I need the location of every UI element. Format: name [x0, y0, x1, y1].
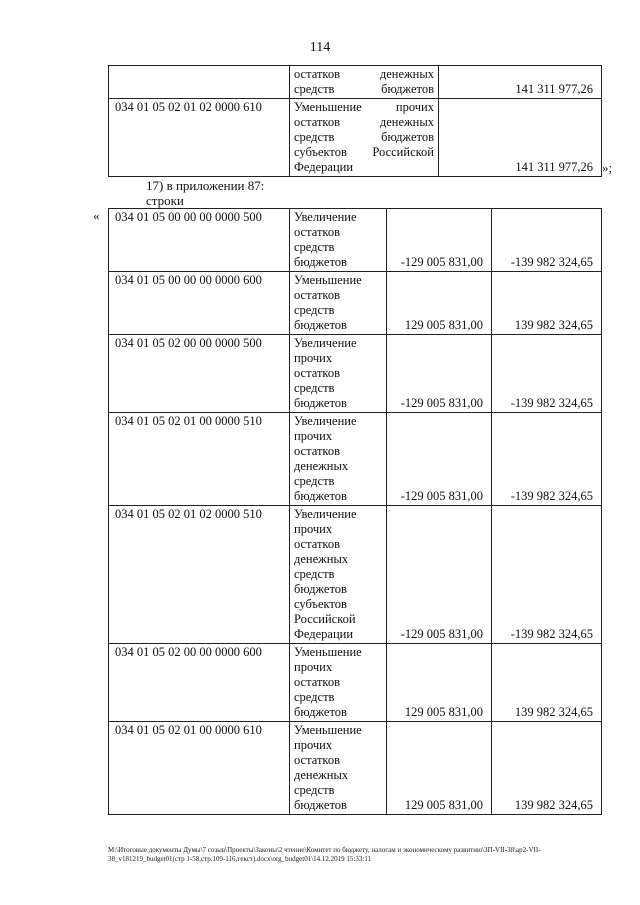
- description-cell: [290, 66, 439, 99]
- budget-code-cell: [109, 66, 290, 99]
- description-line: бюджетов: [294, 489, 347, 503]
- description-cell: [290, 272, 387, 335]
- description-line: Уменьшение прочих: [294, 100, 434, 114]
- page-number: 114: [309, 40, 331, 55]
- description-line: денежных: [294, 552, 349, 566]
- description-line: Увеличение: [294, 507, 357, 521]
- description-line: Увеличение: [294, 210, 357, 224]
- amount-2019-cell: 129 005 831,00: [387, 722, 492, 815]
- description-line: прочих: [294, 429, 333, 443]
- description-line: Федерации: [294, 160, 354, 174]
- footer-line: M:\Итоговые документы Думы\7 созыв\Проекты\Законы\2 чтение\Комитет по бюджету, налогам и экономическому развитию\ЗП-VII-38\ар2-VII-: [108, 846, 541, 854]
- description-cell: [290, 413, 387, 506]
- amount-2019-cell: -129 005 831,00: [387, 506, 492, 644]
- description-cell: [290, 209, 387, 272]
- description-line: остатков денежных: [294, 67, 434, 81]
- description-line: Российской: [294, 612, 356, 626]
- file-path-footer: [108, 846, 628, 864]
- description-line: Уменьшение: [294, 645, 362, 659]
- amount-cell: 141 311 977,26: [439, 99, 602, 177]
- amount-2020-cell: 139 982 324,65: [492, 644, 602, 722]
- description-line: денежных: [294, 459, 349, 473]
- description-line: остатков: [294, 675, 341, 689]
- table-row: [109, 413, 602, 506]
- description-line: бюджетов: [294, 705, 347, 719]
- description-line: бюджетов: [294, 396, 347, 410]
- description-line: прочих: [294, 738, 333, 752]
- amount-2020-cell: 139 982 324,65: [492, 272, 602, 335]
- description-line: бюджетов: [294, 255, 347, 269]
- table-row: [109, 272, 602, 335]
- description-line: остатков: [294, 288, 341, 302]
- amount-2020-cell: -139 982 324,65: [492, 209, 602, 272]
- description-line: остатков: [294, 366, 341, 380]
- description-line: Уменьшение: [294, 273, 362, 287]
- table-row: [109, 209, 602, 272]
- description-line: средств: [294, 783, 335, 797]
- footer-line: 38_v181219_budget01(стр 1-58,стр.109-116,текст).docx\org_budget01\14.12.2019 15:33:11: [108, 855, 372, 863]
- description-line: субъектов Российской: [294, 145, 434, 159]
- description-line: средств: [294, 474, 335, 488]
- description-line: денежных: [294, 768, 349, 782]
- description-line: средств: [294, 240, 335, 254]
- budget-code-cell: 034 01 05 02 00 00 0000 600: [109, 644, 290, 722]
- table-previous-section: [108, 65, 602, 177]
- amount-2020-cell: -139 982 324,65: [492, 506, 602, 644]
- table-row: [109, 66, 602, 99]
- budget-code-cell: 034 01 05 02 00 00 0000 500: [109, 335, 290, 413]
- amount-2020-cell: -139 982 324,65: [492, 413, 602, 506]
- budget-code-cell: 034 01 05 00 00 00 0000 500: [109, 209, 290, 272]
- description-line: бюджетов: [294, 582, 347, 596]
- description-line: Увеличение: [294, 414, 357, 428]
- description-line: остатков: [294, 537, 341, 551]
- description-line: средств: [294, 567, 335, 581]
- description-line: прочих: [294, 351, 333, 365]
- description-line: средств бюджетов: [294, 130, 434, 144]
- description-line: прочих: [294, 522, 333, 536]
- description-line: остатков: [294, 225, 341, 239]
- description-cell: [290, 644, 387, 722]
- amount-2019-cell: -129 005 831,00: [387, 335, 492, 413]
- description-line: субъектов: [294, 597, 347, 611]
- amount-2020-cell: 139 982 324,65: [492, 722, 602, 815]
- description-cell: [290, 335, 387, 413]
- description-line: остатков: [294, 753, 341, 767]
- description-line: средств: [294, 690, 335, 704]
- budget-code-cell: 034 01 05 02 01 00 0000 510: [109, 413, 290, 506]
- amount-2020-cell: -139 982 324,65: [492, 335, 602, 413]
- table-appendix-87: [108, 208, 602, 815]
- closing-quote-mark: »;: [602, 160, 613, 175]
- table-row: [109, 722, 602, 815]
- table-row: [109, 506, 602, 644]
- description-line: средств: [294, 303, 335, 317]
- description-line: бюджетов: [294, 318, 347, 332]
- budget-code-cell: 034 01 05 00 00 00 0000 600: [109, 272, 290, 335]
- table-row: [109, 99, 602, 177]
- budget-code-cell: 034 01 05 02 01 02 0000 510: [109, 506, 290, 644]
- description-line: средств: [294, 381, 335, 395]
- description-line: Федерации: [294, 627, 354, 641]
- description-line: прочих: [294, 660, 333, 674]
- description-line: остатков денежных: [294, 115, 434, 129]
- description-line: Увеличение: [294, 336, 357, 350]
- amount-cell: 141 311 977,26: [439, 66, 602, 99]
- amount-2019-cell: -129 005 831,00: [387, 209, 492, 272]
- amount-2019-cell: 129 005 831,00: [387, 272, 492, 335]
- description-cell: [290, 99, 439, 177]
- amount-2019-cell: -129 005 831,00: [387, 413, 492, 506]
- description-line: средств бюджетов: [294, 82, 434, 96]
- description-line: остатков: [294, 444, 341, 458]
- table-row: [109, 644, 602, 722]
- table-row: [109, 335, 602, 413]
- opening-quote-mark: «: [93, 208, 100, 223]
- description-line: бюджетов: [294, 798, 347, 812]
- description-line: Уменьшение: [294, 723, 362, 737]
- budget-code-cell: 034 01 05 02 01 02 0000 610: [109, 99, 290, 177]
- section-item-heading: 17) в приложении 87:: [146, 178, 265, 193]
- section-sub-heading: строки: [146, 193, 184, 208]
- description-cell: [290, 506, 387, 644]
- budget-code-cell: 034 01 05 02 01 00 0000 610: [109, 722, 290, 815]
- description-cell: [290, 722, 387, 815]
- amount-2019-cell: 129 005 831,00: [387, 644, 492, 722]
